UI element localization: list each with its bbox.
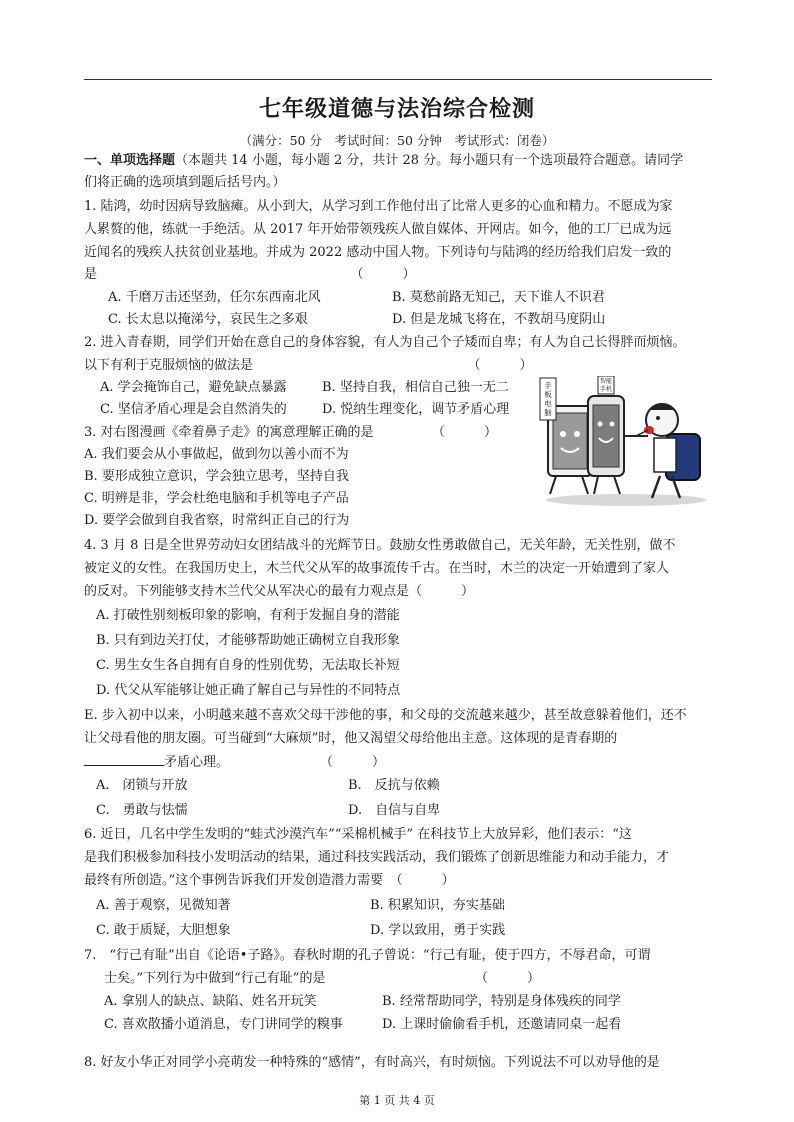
q5-option-a: A. 闭锁与开放 <box>96 778 188 793</box>
q4-line-1: 4. 3 月 8 日是全世界劳动妇女团结战斗的光辉节日。鼓励女性勇敢做自己，无关年龄，无关性别，做不 <box>84 538 676 553</box>
q3-option-a: A. 我们要会从小事做起，做到勿以善小而不为 <box>84 447 349 462</box>
q4-line-2: 被定义的女性。在我国历史上，木兰代父从军的故事流传千古。在当时，木兰的决定一开始遭到了家人 <box>84 561 670 576</box>
q2-line-1: 2. 进入青春期，同学们开始在意自己的身体容貌，有人为自己个子矮而自卑；有人为自己长得胖而烦恼。 <box>84 335 686 350</box>
section-intro-line-2: 们将正确的选项填到题后括号内。） <box>84 175 286 190</box>
phone-label: 智能手机 <box>599 378 613 393</box>
smartphone-figure <box>588 396 648 494</box>
top-rule <box>84 79 712 80</box>
q5-line-3 <box>84 753 385 772</box>
student-figure <box>644 403 700 498</box>
q7-option-b: B. 经常帮助同学，特别是身体残疾的同学 <box>382 994 621 1009</box>
q2-line-2: 以下有利于克服烦恼的做法是 （ ） <box>84 358 533 373</box>
q2-option-a: A. 学会掩饰自己，避免缺点暴露 <box>100 380 287 395</box>
q3-line-1: 3. 对右图漫画《牵着鼻子走》的寓意理解正确的是 （ ） <box>84 425 498 440</box>
section-heading: 一、单项选择题 <box>84 153 176 168</box>
q2-option-b: B. 坚持自我，相信自己独一无二 <box>322 380 509 395</box>
q7-option-a: A. 拿别人的缺点、缺陷、姓名开玩笑 <box>104 994 317 1009</box>
q4-option-b: B. 只有到边关打仗，才能够帮助她正确树立自我形象 <box>96 633 400 648</box>
q6-line-2: 是我们积极参加科技小发明活动的结果，通过科技实践活动，我们锻炼了创新思维能力和动手能力，才 <box>84 850 670 865</box>
q5-option-b: B. 反抗与依赖 <box>348 778 440 793</box>
q6-option-a: A. 善于观察，见微知著 <box>96 898 231 913</box>
section-intro: （本题共 14 小题，每小题 2 分，共计 28 分。每小题只有一个选项最符合题意。请同学 <box>175 153 684 168</box>
q4-option-d: D. 代父从军能够让她正确了解自己与异性的不同特点 <box>96 683 401 698</box>
exam-meta: （满分：50 分 考试时间：50 分钟 考试形式：闭卷） <box>239 133 555 148</box>
q1-line-4: 是 （ ） <box>84 267 416 282</box>
q6-line-3: 最终有所创造。”这个事例告诉我们开发创造潜力需要 （ ） <box>84 873 455 888</box>
q5-line-1: E. 步入初中以来，小明越来越不喜欢父母干涉他的事，和父母的交流越来越少，甚至故意躲着他们，还不 <box>84 708 687 723</box>
q1-line-1: 1. 陆鸿，幼时因病导致脑瘫。从小到大，从学习到工作他付出了比常人更多的心血和精力。不愿成为家 <box>84 199 673 214</box>
q7-option-d: D. 上课时偷偷看手机，还邀请同桌一起看 <box>382 1017 622 1032</box>
tablet-label: 手板电脑 <box>544 381 552 417</box>
q1-line-3: 近闻名的残疾人扶贫创业基地。并成为 2022 感动中国人物。下列诗句与陆鸿的经历给我们启发一致的 <box>84 245 672 260</box>
q4-option-c: C. 男生女生各自拥有自身的性别优势，无法取长补短 <box>96 658 400 673</box>
cartoon-led-by-nose-image <box>536 376 716 508</box>
q5-fill-blank <box>84 753 164 766</box>
q5-line-2: 让父母看他的朋友圈。可当碰到“大麻烦”时，他又渴望父母给他出主意。这体现的是青春期的 <box>84 731 618 746</box>
q1-option-b: B. 莫愁前路无知己，天下谁人不识君 <box>392 290 605 305</box>
q5-option-c: C. 勇敢与怯懦 <box>96 803 188 818</box>
q7-option-c: C. 喜欢散播小道消息，专门讲同学的糗事 <box>104 1017 343 1032</box>
q2-option-c: C. 坚信矛盾心理是会自然消失的 <box>100 402 287 417</box>
q6-line-1: 6. 近日，几名中学生发明的“蛙式沙漠汽车”“采棉机械手” 在科技节上大放异彩，他们表示：“这 <box>84 827 632 842</box>
q5-line-3-text: 矛盾心理。 （ ） <box>164 755 386 770</box>
q3-option-d: D. 要学会做到自我省察，时常纠正自己的行为 <box>84 513 350 528</box>
q3-option-c: C. 明辨是非，学会杜绝电脑和手机等电子产品 <box>84 491 349 506</box>
q5-option-d: D. 自信与自卑 <box>348 803 441 818</box>
q7-line-2: 士矣。”下列行为中做到“行己有耻”的是 （ ） <box>104 971 540 986</box>
q6-option-d: D. 学以致用，勇于实践 <box>370 923 506 938</box>
q1-line-2: 人累赘的他，练就一手绝活。从 2017 年开始带领残疾人做自媒体、开网店。如今，他的工厂已成为远 <box>84 222 672 237</box>
q2-option-d: D. 悦纳生理变化，调节矛盾心理 <box>322 402 510 417</box>
q6-option-c: C. 敢于质疑，大胆想象 <box>96 923 231 938</box>
q1-option-c: C. 长太息以掩涕兮，哀民生之多艰 <box>108 312 308 327</box>
q1-option-a: A. 千磨万击还坚劲，任尔东西南北风 <box>108 290 321 305</box>
page-title: 七年级道德与法治综合检测 <box>258 97 535 122</box>
q6-option-b: B. 积累知识，夯实基础 <box>370 898 505 913</box>
q8-line-1: 8. 好友小华正对同学小亮萌发一种特殊的“感情”，有时高兴，有时烦恼。下列说法不可以劝导他的是 <box>84 1055 660 1070</box>
page-footer: 第 1 页 共 4 页 <box>359 1094 435 1107</box>
q4-line-3: 的反对。下列能够支持木兰代父从军决心的最有力观点是（ ） <box>84 584 475 599</box>
q4-option-a: A. 打破性别刻板印象的影响，有利于发掘自身的潜能 <box>96 608 400 623</box>
q3-option-b: B. 要形成独立意识，学会独立思考，坚持自我 <box>84 469 349 484</box>
q7-line-1: 7. “行己有耻”出自《论语•子路》。春秋时期的孔子曾说：“行己有耻，使于四方，不辱君命，可谓 <box>84 948 651 963</box>
q1-option-d: D. 但是龙城飞将在，不教胡马度阴山 <box>392 312 606 327</box>
section-intro-line-1 <box>84 152 683 170</box>
